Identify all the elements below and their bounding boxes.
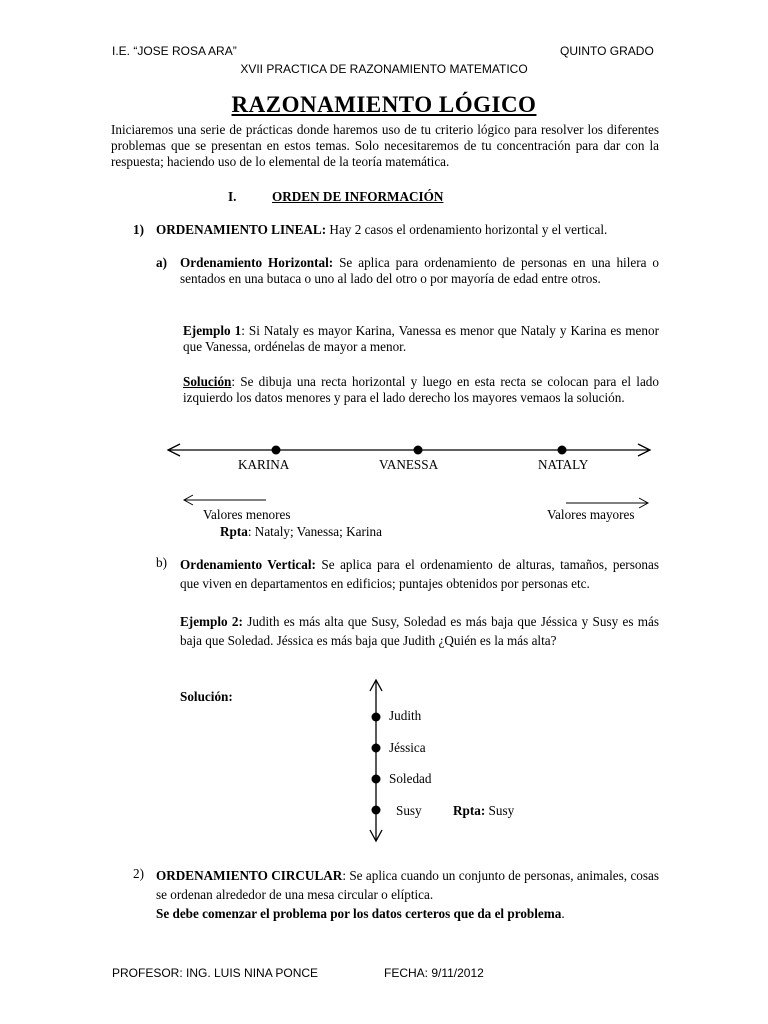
rpta1-text: : Nataly; Vanessa; Karina — [247, 524, 382, 539]
rpta2-text: Susy — [485, 803, 515, 818]
point-judith — [372, 713, 381, 722]
label-susy: Susy — [396, 803, 422, 818]
label-judith: Judith — [389, 708, 422, 723]
item1b-letter: b) — [156, 555, 167, 570]
page-title: RAZONAMIENTO LÓGICO — [231, 92, 537, 117]
item1a-title: Ordenamiento Horizontal: — [180, 255, 334, 270]
item2-note-line — [156, 904, 565, 923]
vertical-number-line — [370, 680, 382, 841]
rpta1-label: Rpta — [220, 524, 248, 539]
item1-title: ORDENAMIENTO LINEAL: — [156, 222, 327, 237]
label-nataly: NATALY — [538, 457, 589, 472]
item2-note-end: . — [561, 906, 565, 921]
example1-label: Ejemplo 1 — [183, 323, 242, 338]
solution1-label: Solución — [183, 374, 232, 389]
footer-date: FECHA: 9/11/2012 — [384, 966, 484, 980]
item2-note: Se debe comenzar el problema por los datos certeros que da el problema — [156, 906, 562, 921]
school-name: I.E. “JOSE ROSA ARA” — [112, 44, 237, 58]
example1-text: : Si Nataly es mayor Karina, Vanessa es menor que Nataly y Karina es menor que Vanessa, ordénelas de mayor a menor. — [183, 323, 659, 354]
section-number: I. — [228, 189, 237, 204]
label-vanessa: VANESSA — [379, 457, 439, 472]
item1a-letter: a) — [156, 255, 167, 270]
item1a-text: Se aplica para ordenamiento de personas en una hilera o sentados en una butaca o uno al lado del otro o por mayoría de edad entre otros. — [180, 255, 659, 286]
intro-paragraph: Iniciaremos una serie de prácticas donde haremos uso de tu criterio lógico para resolver los diferentes problemas que se presentan en estos temas. Solo necesitaremos de tu concentración para dar con la respuesta; haciendo uso de lo elemental de la teoría matemática. — [111, 122, 659, 169]
practice-subtitle: XVII PRACTICA DE RAZONAMIENTO MATEMATICO — [240, 62, 528, 76]
solution2-label: Solución: — [180, 689, 233, 704]
label-valores-mayores: Valores mayores — [547, 507, 635, 522]
item1-number: 1) — [133, 222, 144, 237]
point-jessica — [372, 744, 381, 753]
item1b-title: Ordenamiento Vertical: — [180, 557, 316, 572]
item1-text: Hay 2 casos el ordenamiento horizontal y el vertical. — [326, 222, 608, 237]
label-karina: KARINA — [238, 457, 290, 472]
item1b-text: Se aplica para el ordenamiento de alturas, tamaños, personas que viven en departamentos en edificios; puntajes obtenidos por personas etc. — [180, 557, 660, 591]
label-soledad: Soledad — [389, 771, 432, 786]
label-jessica: Jéssica — [389, 740, 426, 755]
solution1-text: : Se dibuja una recta horizontal y luego en esta recta se colocan para el lado izquierdo los datos menores y para el lado derecho los mayores vemaos la solución. — [183, 374, 659, 405]
example2-label: Ejemplo 2: — [180, 614, 243, 629]
item2-title: ORDENAMIENTO CIRCULAR — [156, 868, 343, 883]
grade-label: QUINTO GRADO — [560, 44, 654, 58]
example2-text: Judith es más alta que Susy, Soledad es más baja que Jéssica y Susy es más baja que Soledad. Jéssica es más baja que Judith ¿Quién es la más alta? — [180, 614, 660, 648]
label-valores-menores: Valores menores — [203, 507, 291, 522]
item2-paragraph — [156, 866, 659, 904]
point-susy — [372, 806, 381, 815]
rpta2-label: Rpta: — [453, 803, 486, 818]
point-soledad — [372, 775, 381, 784]
section-title: ORDEN DE INFORMACIÓN — [272, 189, 444, 204]
item2-text: : Se aplica cuando un conjunto de personas, animales, cosas se ordenan alrededor de una mesa circular o elíptica. — [156, 868, 660, 902]
item2-number: 2) — [133, 866, 144, 881]
footer-teacher: PROFESOR: ING. LUIS NINA PONCE — [112, 966, 319, 980]
rpta2-line — [453, 803, 514, 819]
